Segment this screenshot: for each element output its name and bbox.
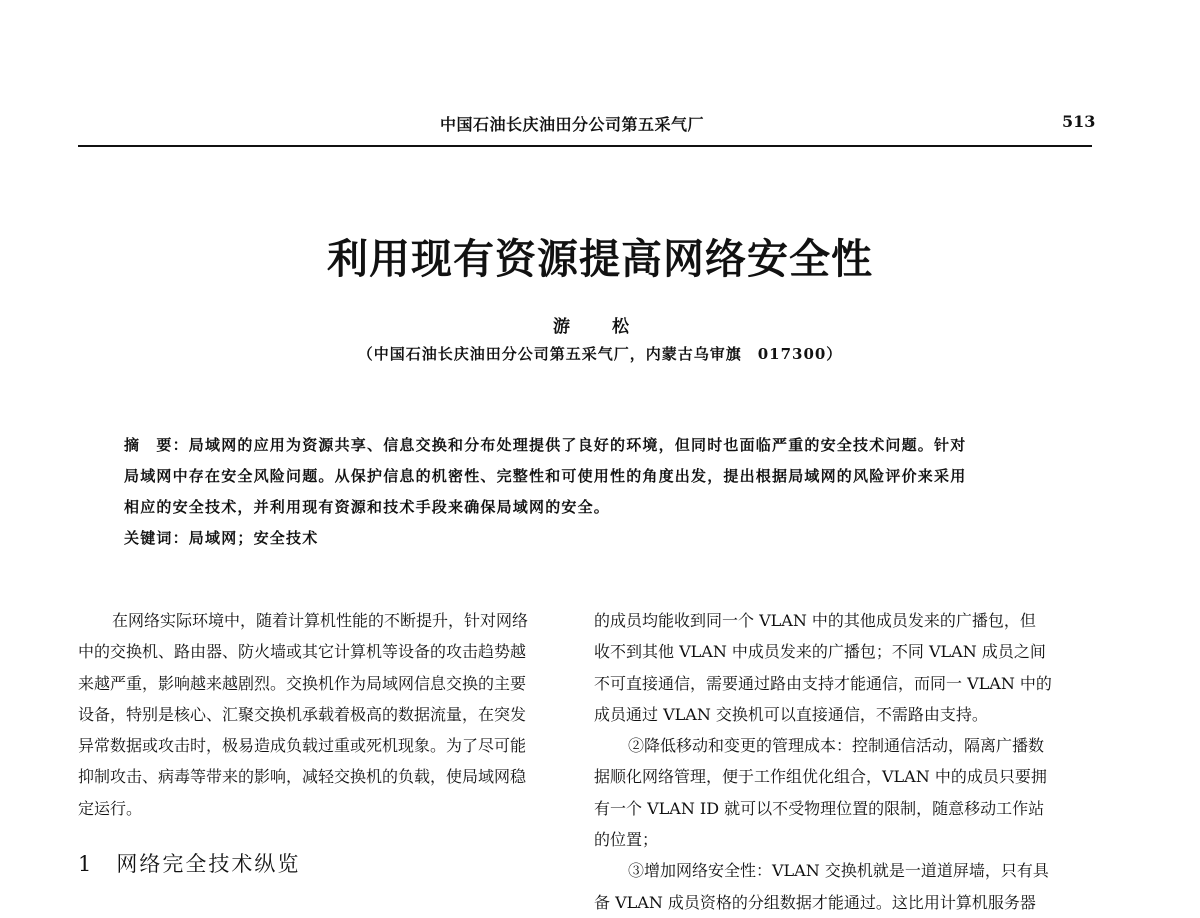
author-affiliation: （中国石油长庆油田分公司第五采气厂，内蒙古乌审旗 017300）: [357, 345, 843, 363]
keywords-line: 关键词：局域网；安全技术: [124, 529, 319, 547]
author-name: 游 松: [553, 317, 647, 337]
abstract-line: 局域网中存在安全风险问题。从保护信息的机密性、完整性和可使用性的角度出发，提出根据局域网的风险评价来采用: [124, 467, 967, 485]
body-line: 异常数据或攻击时，极易造成负载过重或死机现象。为了尽可能: [78, 736, 527, 756]
running-head: 中国石油长庆油田分公司第五采气厂: [440, 115, 705, 134]
body-line: 在网络实际环境中，随着计算机性能的不断提升，针对网络: [112, 611, 529, 630]
section-heading: 1 网络完全技术纵览: [78, 852, 301, 876]
body-line: 备 VLAN 成员资格的分组数据才能通过。这比用计算机服务器: [594, 892, 1036, 912]
body-line: 的位置；: [594, 830, 659, 850]
body-line: 不可直接通信，需要通过路由支持才能通信，而同一 VLAN 中的: [594, 673, 1052, 693]
abstract-block: [124, 430, 1064, 554]
body-line: 来越严重，影响越来越剧烈。交换机作为局域网信息交换的主要: [78, 673, 527, 693]
body-line: ②降低移动和变更的管理成本：控制通信活动，隔离广播数: [628, 736, 1045, 756]
article-title: 利用现有资源提高网络安全性: [327, 235, 873, 283]
abstract-line: 摘 要：局域网的应用为资源共享、信息交换和分布处理提供了良好的环境，但同时也面临严重的安全技术问题。针对: [124, 436, 967, 454]
header-rule: [78, 145, 1092, 147]
abstract-line: 相应的安全技术，并利用现有资源和技术手段来确保局域网的安全。: [124, 498, 611, 516]
body-line: 有一个 VLAN ID 就可以不受物理位置的限制，随意移动工作站: [594, 798, 1045, 818]
body-line: 的成员均能收到同一个 VLAN 中的其他成员发来的广播包，但: [594, 611, 1036, 630]
body-line: ③增加网络安全性：VLAN 交换机就是一道道屏墙，只有具: [628, 861, 1049, 881]
body-left-column: [78, 605, 578, 824]
page-number: 513: [1062, 112, 1096, 131]
body-line: 定运行。: [78, 798, 143, 818]
body-line: 中的交换机、路由器、防火墙或其它计算机等设备的攻击趋势越: [78, 642, 527, 662]
body-right-column: [594, 605, 1094, 918]
body-line: 收不到其他 VLAN 中成员发来的广播包；不同 VLAN 成员之间: [594, 642, 1046, 662]
body-line: 据顺化网络管理，便于工作组优化组合，VLAN 中的成员只要拥: [594, 767, 1047, 787]
body-line: 抑制攻击、病毒等带来的影响，减轻交换机的负载，使局域网稳: [78, 767, 527, 787]
body-line: 设备，特别是核心、汇聚交换机承载着极高的数据流量，在突发: [78, 704, 527, 724]
body-line: 成员通过 VLAN 交换机可以直接通信，不需路由支持。: [594, 704, 988, 724]
